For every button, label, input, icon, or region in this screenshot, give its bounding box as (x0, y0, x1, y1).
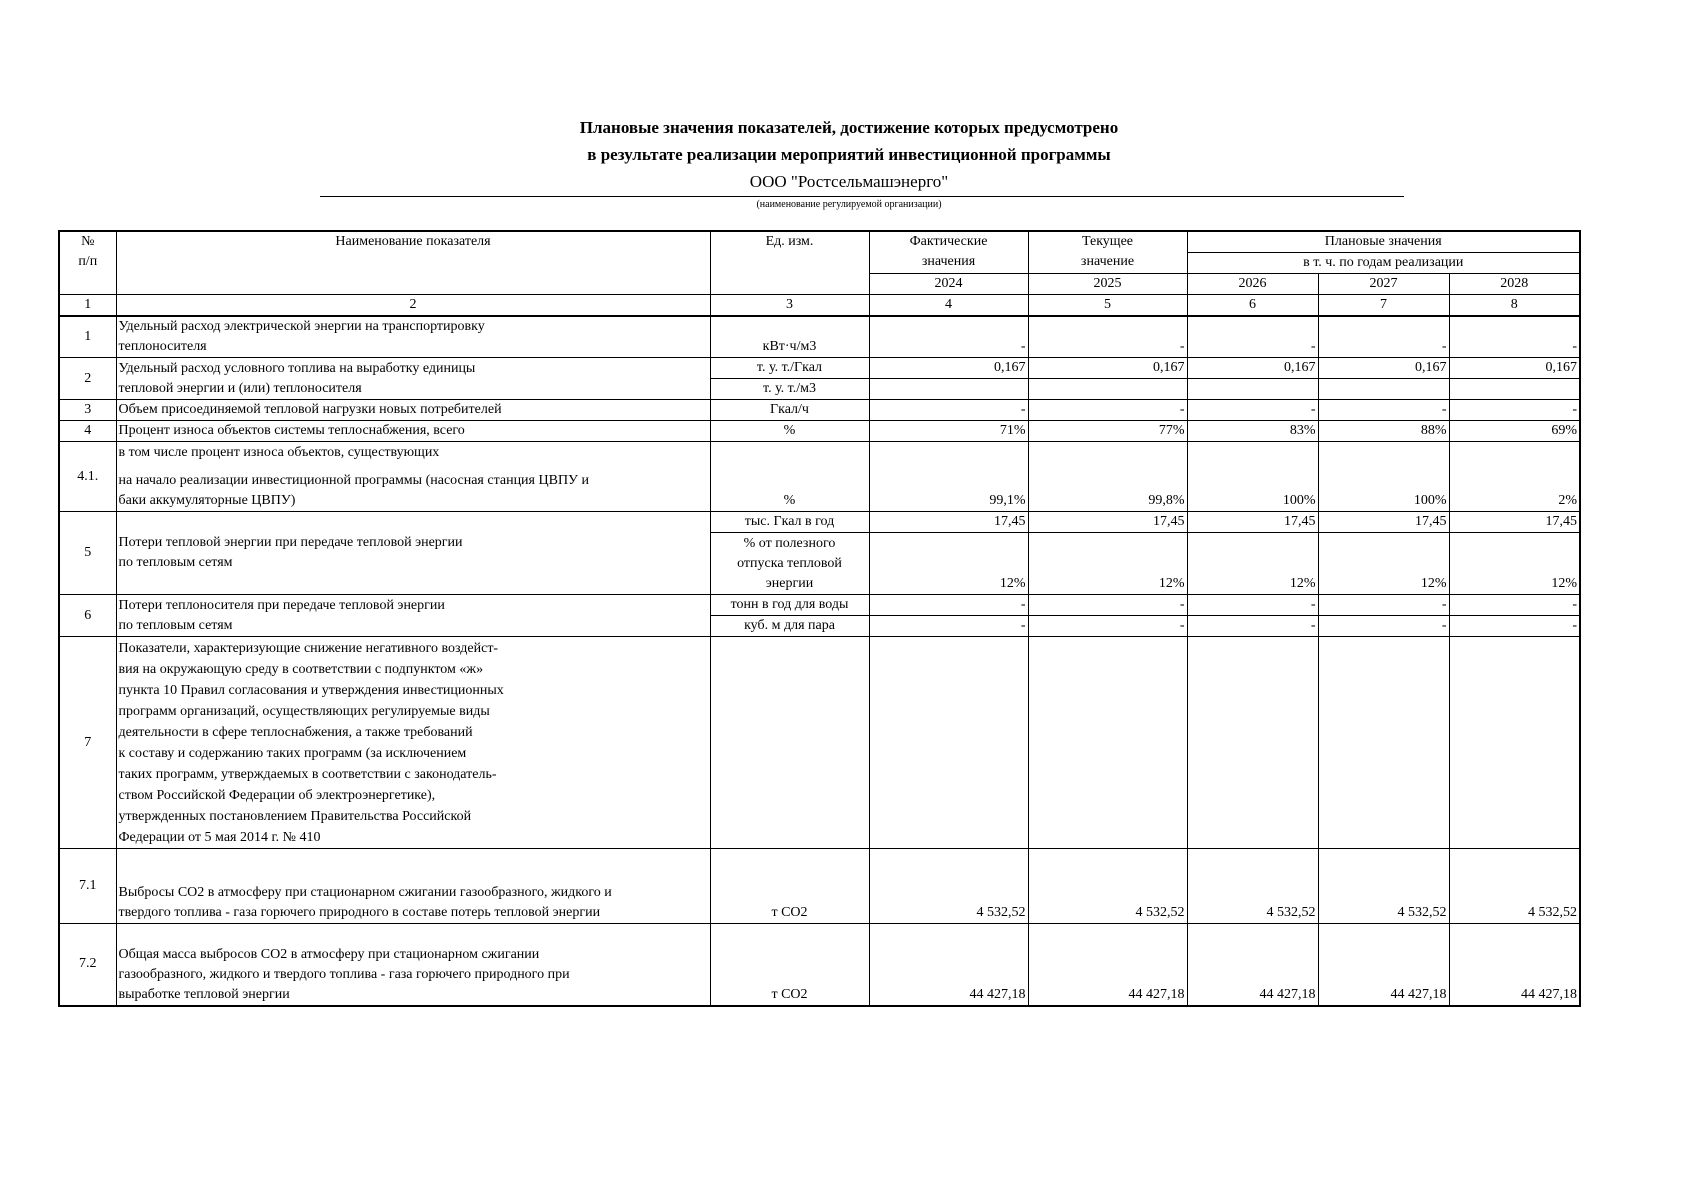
value-2026: - (1187, 400, 1318, 421)
header-actual-line-2: значения (921, 254, 976, 269)
indicator-name (116, 442, 710, 512)
organization-underline (320, 196, 1404, 197)
value-2024: - (869, 595, 1028, 616)
row-number: 3 (59, 400, 116, 421)
header-year: 2028 (1449, 274, 1580, 295)
value-2027: - (1318, 316, 1449, 358)
unit: куб. м для пара (710, 616, 869, 637)
value-2028: 12% (1449, 533, 1580, 595)
unit: т CO2 (710, 924, 869, 1006)
value-2024: 17,45 (869, 512, 1028, 533)
row-number: 7 (59, 637, 116, 849)
value-empty (1028, 637, 1187, 849)
row-number: 5 (59, 512, 116, 595)
table-row (59, 512, 1580, 533)
unit: т CO2 (710, 849, 869, 924)
column-number: 5 (1028, 295, 1187, 317)
header-planned: Плановые значения (1187, 231, 1580, 253)
indicator-name-line: по тепловым сетям (118, 617, 233, 633)
value-2026: 17,45 (1187, 512, 1318, 533)
unit (710, 533, 869, 595)
value-2024: 0,167 (869, 358, 1028, 379)
indicator-name-line: ством Российской Федерации об электроэнергетике), (118, 787, 436, 803)
unit-line: энергии (765, 575, 814, 591)
value-2024: 12% (869, 533, 1028, 595)
value-empty (869, 379, 1028, 400)
header-num-line-1: № (81, 234, 95, 249)
indicator-name-line: твердого топлива - газа горючего природного в составе потерь тепловой энергии (118, 905, 601, 920)
indicator-name-line: программ организаций, осуществляющих регулируемые виды (118, 703, 490, 719)
value-empty (869, 637, 1028, 849)
column-number: 3 (710, 295, 869, 317)
document-title-line-1: Плановые значения показателей, достижение которых предусмотрено (579, 118, 1119, 137)
unit: т. у. т./Гкал (710, 358, 869, 379)
value-2028: - (1449, 400, 1580, 421)
unit: тыс. Гкал в год (710, 512, 869, 533)
value-2026: 44 427,18 (1187, 924, 1318, 1006)
value-2025: 12% (1028, 533, 1187, 595)
unit-line: % от полезного (743, 535, 836, 551)
value-2024: - (869, 400, 1028, 421)
row-number: 4.1. (59, 442, 116, 512)
indicator-name-line: к составу и содержанию таких программ (за исключением (118, 745, 467, 761)
indicator-name (116, 316, 710, 358)
value-2028: 4 532,52 (1449, 849, 1580, 924)
value-2024: 44 427,18 (869, 924, 1028, 1006)
value-2024: 99,1% (869, 442, 1028, 512)
value-empty (1449, 379, 1580, 400)
indicator-name-line: баки аккумуляторные ЦВПУ) (118, 492, 296, 508)
header-current (1028, 231, 1187, 274)
value-empty (1187, 637, 1318, 849)
row-number: 1 (59, 316, 116, 358)
value-2025: - (1028, 400, 1187, 421)
value-2028: 69% (1449, 421, 1580, 442)
header-unit: Ед. изм. (710, 231, 869, 295)
column-number: 8 (1449, 295, 1580, 317)
column-number: 7 (1318, 295, 1449, 317)
table-row (59, 400, 1580, 421)
table-row (59, 849, 1580, 924)
value-2026: - (1187, 595, 1318, 616)
value-empty (1449, 637, 1580, 849)
indicator-name-line: теплоносителя (118, 339, 207, 354)
header-year: 2026 (1187, 274, 1318, 295)
column-number: 4 (869, 295, 1028, 317)
value-2028: 0,167 (1449, 358, 1580, 379)
value-2025: 77% (1028, 421, 1187, 442)
value-2026: 100% (1187, 442, 1318, 512)
header-year: 2024 (869, 274, 1028, 295)
indicator-name (116, 595, 710, 637)
header-row-column-numbers (59, 295, 1580, 317)
table-row (59, 421, 1580, 442)
value-2024: - (869, 316, 1028, 358)
row-number: 7.1 (59, 849, 116, 924)
value-2027: 4 532,52 (1318, 849, 1449, 924)
indicator-name-line: Потери теплоносителя при передаче тепловой энергии (118, 597, 445, 613)
header-year: 2027 (1318, 274, 1449, 295)
value-2028: - (1449, 595, 1580, 616)
indicator-name-line: на начало реализации инвестиционной программы (насосная станция ЦВПУ и (118, 472, 589, 488)
indicator-name-line: выработке тепловой энергии (118, 986, 290, 1002)
indicator-name: Объем присоединяемой тепловой нагрузки новых потребителей (116, 400, 710, 421)
document-title-line-2: в результате реализации мероприятий инвестиционной программы (587, 145, 1111, 164)
value-empty (1028, 379, 1187, 400)
value-2025: - (1028, 595, 1187, 616)
indicator-name-line: деятельности в сфере теплоснабжения, а также требований (118, 724, 473, 740)
value-2027: - (1318, 595, 1449, 616)
value-2027: 12% (1318, 533, 1449, 595)
organization-name: ООО "Ростсельмашэнерго" (749, 172, 949, 191)
value-empty (1318, 379, 1449, 400)
indicator-name (116, 849, 710, 924)
value-2025: 44 427,18 (1028, 924, 1187, 1006)
unit: кВт·ч/м3 (710, 316, 869, 358)
value-2028: 44 427,18 (1449, 924, 1580, 1006)
value-2026: - (1187, 316, 1318, 358)
indicator-name-line: пункта 10 Правил согласования и утверждения инвестиционных (118, 682, 504, 698)
header-current-line-2: значение (1080, 254, 1135, 269)
table-row (59, 924, 1580, 1006)
column-number: 6 (1187, 295, 1318, 317)
indicator-name-line: газообразного, жидкого и твердого топлива - газа горючего природного при (118, 966, 570, 982)
row-number: 2 (59, 358, 116, 400)
header-actual (869, 231, 1028, 274)
indicator-name (116, 637, 710, 849)
indicator-name: Процент износа объектов системы теплоснабжения, всего (116, 421, 710, 442)
unit: тонн в год для воды (710, 595, 869, 616)
indicator-name (116, 924, 710, 1006)
indicator-name-line: Показатели, характеризующие снижение негативного воздейст- (118, 640, 499, 656)
indicator-name-line: утвержденных постановлением Правительства Российской (118, 808, 472, 824)
value-2026: 4 532,52 (1187, 849, 1318, 924)
unit-line: отпуска тепловой (737, 555, 842, 571)
value-2028: 2% (1449, 442, 1580, 512)
header-num-line-2: п/п (78, 254, 98, 269)
indicator-name-line: Удельный расход электрической энергии на транспортировку (118, 319, 485, 334)
header-year: 2025 (1028, 274, 1187, 295)
unit: Гкал/ч (710, 400, 869, 421)
indicator-name-line: Удельный расход условного топлива на выработку единицы (118, 360, 476, 376)
value-2027: 88% (1318, 421, 1449, 442)
indicator-name (116, 512, 710, 595)
value-2025: - (1028, 316, 1187, 358)
value-2027: - (1318, 616, 1449, 637)
row-number: 6 (59, 595, 116, 637)
value-empty (1187, 379, 1318, 400)
value-2028: - (1449, 316, 1580, 358)
value-2027: 44 427,18 (1318, 924, 1449, 1006)
header-current-line-1: Текущее (1081, 234, 1134, 249)
header-row-1 (59, 231, 1580, 253)
header-num (59, 231, 116, 295)
value-2024: 4 532,52 (869, 849, 1028, 924)
value-2026: 12% (1187, 533, 1318, 595)
value-2028: 17,45 (1449, 512, 1580, 533)
value-2025: 4 532,52 (1028, 849, 1187, 924)
header-name: Наименование показателя (116, 231, 710, 295)
value-2027: 0,167 (1318, 358, 1449, 379)
indicator-name-line: вия на окружающую среду в соответствии с подпунктом «ж» (118, 661, 484, 677)
indicator-name-line: Общая масса выбросов CO2 в атмосферу при стационарном сжигании (118, 946, 540, 962)
unit-empty (710, 637, 869, 849)
table-row (59, 637, 1580, 849)
indicator-name-line: Потери тепловой энергии при передаче тепловой энергии (118, 535, 463, 550)
unit: % (710, 421, 869, 442)
indicators-table (58, 230, 1581, 1007)
table-row (59, 316, 1580, 358)
unit: т. у. т./м3 (710, 379, 869, 400)
indicator-name-line: тепловой энергии и (или) теплоносителя (118, 380, 362, 396)
row-number: 7.2 (59, 924, 116, 1006)
indicator-name-line: в том числе процент износа объектов, существующих (118, 444, 440, 460)
value-2027: 17,45 (1318, 512, 1449, 533)
indicator-name-line: по тепловым сетям (118, 555, 233, 570)
indicator-name (116, 358, 710, 400)
indicator-name-line: таких программ, утверждаемых в соответствии с законодатель- (118, 766, 497, 782)
unit: % (710, 442, 869, 512)
value-2026: 0,167 (1187, 358, 1318, 379)
value-2026: - (1187, 616, 1318, 637)
value-2025: 99,8% (1028, 442, 1187, 512)
row-number: 4 (59, 421, 116, 442)
value-2024: - (869, 616, 1028, 637)
value-2027: - (1318, 400, 1449, 421)
column-number: 1 (59, 295, 116, 317)
value-empty (1318, 637, 1449, 849)
value-2025: - (1028, 616, 1187, 637)
column-number: 2 (116, 295, 710, 317)
value-2027: 100% (1318, 442, 1449, 512)
value-2025: 17,45 (1028, 512, 1187, 533)
indicator-name-line: Федерации от 5 мая 2014 г. № 410 (118, 829, 321, 845)
header-planned-sub: в т. ч. по годам реализации (1187, 253, 1580, 274)
header-actual-line-1: Фактические (909, 234, 988, 249)
table-row (59, 442, 1580, 512)
organization-caption: (наименование регулируемой организации) (756, 199, 942, 210)
value-2024: 71% (869, 421, 1028, 442)
value-2028: - (1449, 616, 1580, 637)
table-row (59, 358, 1580, 379)
table-row (59, 595, 1580, 616)
value-2025: 0,167 (1028, 358, 1187, 379)
value-2026: 83% (1187, 421, 1318, 442)
indicator-name-line: Выбросы CO2 в атмосферу при стационарном сжигании газообразного, жидкого и (118, 885, 612, 900)
